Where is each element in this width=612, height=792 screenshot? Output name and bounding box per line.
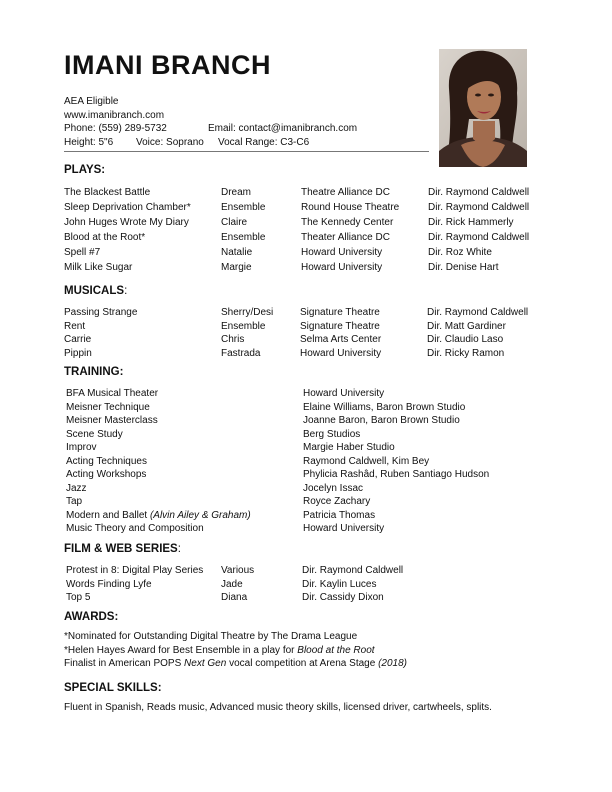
- training-teacher: Margie Haber Studio: [303, 442, 395, 453]
- training-teacher: Royce Zachary: [303, 496, 371, 507]
- musicals-heading-colon: :: [124, 285, 128, 297]
- director-name: Dir. Matt Gardiner: [427, 320, 506, 332]
- training-subject: Music Theory and Composition: [66, 523, 204, 534]
- training-teacher: Howard University: [303, 523, 385, 534]
- training-teacher: Raymond Caldwell, Kim Bey: [303, 455, 430, 467]
- show-title: Carrie: [64, 334, 92, 345]
- venue-name: Theatre Alliance DC: [301, 187, 390, 198]
- role-name: Ensemble: [221, 320, 266, 332]
- contact-block: [64, 95, 358, 149]
- training-subject: Scene Study: [66, 428, 123, 440]
- phone-number: Phone: (559) 289-5732: [64, 123, 167, 135]
- plays-heading: PLAYS:: [64, 164, 106, 176]
- role-name: Chris: [221, 334, 245, 345]
- show-title: Blood at the Root*: [64, 232, 146, 243]
- award-text: *Helen Hayes Award for Best Ensemble in a play for: [64, 644, 298, 656]
- award-text: vocal competition at Arena Stage: [226, 658, 379, 669]
- header-divider: [64, 151, 429, 152]
- headshot-photo: [439, 49, 527, 167]
- training-teacher: Joanne Baron, Baron Brown Studio: [303, 415, 460, 426]
- show-title: Sleep Deprivation Chamber*: [64, 202, 191, 213]
- role-name: Claire: [221, 217, 248, 228]
- role-name: Dream: [221, 187, 252, 198]
- skills-text: Fluent in Spanish, Reads music, Advanced music theory skills, licensed driver, cartwheels, splits.: [64, 702, 492, 713]
- awards-heading: AWARDS:: [64, 611, 119, 623]
- training-subject-detail: (Alvin Ailey & Graham): [149, 509, 251, 521]
- height-value: Height: 5"6: [64, 136, 114, 148]
- director-name: Dir. Raymond Caldwell: [302, 565, 404, 576]
- role-name: Natalie: [221, 247, 253, 258]
- training-teacher: Patricia Thomas: [303, 509, 376, 521]
- director-name: Dir. Denise Hart: [428, 262, 499, 273]
- film-heading-text: FILM & WEB SERIES: [64, 543, 178, 555]
- vocal-range: Vocal Range: C3-C6: [218, 136, 310, 148]
- training-teacher: Phylicia Rashâd, Ruben Santiago Hudson: [303, 469, 490, 480]
- director-name: Dir. Raymond Caldwell: [428, 202, 530, 213]
- skills-heading: SPECIAL SKILLS:: [64, 682, 162, 694]
- award-year: (2018): [378, 658, 407, 669]
- venue-name: The Kennedy Center: [301, 217, 394, 228]
- award-show-title: Blood at the Root: [297, 644, 375, 656]
- director-name: Dir. Cassidy Dixon: [302, 592, 384, 603]
- training-subject: Modern and Ballet (Alvin Ailey & Graham): [66, 509, 251, 521]
- venue-name: Signature Theatre: [300, 320, 380, 332]
- actor-name: IMANI BRANCH: [64, 50, 271, 80]
- venue-name: Signature Theatre: [300, 307, 380, 318]
- venue-name: Selma Arts Center: [300, 334, 382, 345]
- venue-name: Theater Alliance DC: [301, 232, 390, 243]
- training-teacher: Howard University: [303, 388, 385, 399]
- director-name: Dir. Raymond Caldwell: [428, 187, 530, 198]
- role-name: Fastrada: [221, 347, 261, 359]
- award-competition-name: Next Gen: [184, 658, 227, 669]
- training-subject: Acting Workshops: [66, 469, 147, 480]
- award-item: [64, 644, 407, 658]
- role-name: Diana: [221, 592, 248, 603]
- training-heading: TRAINING:: [64, 366, 124, 378]
- role-name: Jade: [221, 578, 243, 590]
- voice-type: Voice: Soprano: [136, 136, 204, 148]
- musicals-heading: [64, 285, 127, 297]
- venue-name: Howard University: [300, 347, 382, 359]
- director-name: Dir. Ricky Ramon: [427, 347, 505, 359]
- role-name: Sherry/Desi: [221, 307, 274, 318]
- training-teacher: Elaine Williams, Baron Brown Studio: [303, 401, 466, 413]
- training-subject: Improv: [66, 442, 97, 453]
- role-name: Various: [221, 565, 255, 576]
- training-subject: Tap: [66, 496, 83, 507]
- award-item: [64, 657, 407, 671]
- director-name: Dir. Rick Hammerly: [428, 217, 514, 228]
- director-name: Dir. Raymond Caldwell: [427, 307, 529, 318]
- show-title: Spell #7: [64, 247, 101, 258]
- show-title: Pippin: [64, 347, 92, 359]
- venue-name: Howard University: [301, 247, 383, 258]
- training-teacher: Berg Studios: [303, 428, 361, 440]
- role-name: Ensemble: [221, 232, 266, 243]
- venue-name: Round House Theatre: [301, 202, 400, 213]
- training-subject: Acting Techniques: [66, 455, 147, 467]
- award-text: Finalist in American POPS: [64, 658, 185, 669]
- award-item: *Nominated for Outstanding Digital Theatre by The Drama League: [64, 631, 358, 642]
- awards-list: [64, 630, 407, 671]
- film-heading-colon: :: [177, 543, 181, 555]
- director-name: Dir. Raymond Caldwell: [428, 232, 530, 243]
- training-subject: Meisner Technique: [66, 401, 150, 413]
- headshot-image: [439, 49, 527, 167]
- role-name: Margie: [221, 262, 252, 273]
- director-name: Dir. Roz White: [428, 247, 492, 258]
- email-address[interactable]: Email: contact@imanibranch.com: [208, 123, 358, 135]
- training-subject: Jazz: [66, 482, 87, 494]
- training-subject: BFA Musical Theater: [66, 388, 159, 399]
- show-title: Words Finding Lyfe: [66, 578, 152, 590]
- show-title: Protest in 8: Digital Play Series: [66, 565, 204, 576]
- training-subject: Meisner Masterclass: [66, 415, 158, 426]
- show-title: The Blackest Battle: [64, 187, 151, 198]
- website-link[interactable]: www.imanibranch.com: [64, 109, 165, 121]
- film-heading: [64, 543, 181, 555]
- musicals-heading-text: MUSICALS: [64, 285, 125, 297]
- show-title: John Huges Wrote My Diary: [64, 217, 189, 228]
- director-name: Dir. Kaylin Luces: [302, 578, 377, 590]
- show-title: Rent: [64, 320, 86, 332]
- role-name: Ensemble: [221, 202, 266, 213]
- show-title: Top 5: [66, 592, 91, 603]
- training-teacher: Jocelyn Issac: [303, 482, 364, 494]
- venue-name: Howard University: [301, 262, 383, 273]
- show-title: Passing Strange: [64, 307, 138, 318]
- director-name: Dir. Claudio Laso: [427, 334, 504, 345]
- show-title: Milk Like Sugar: [64, 262, 133, 273]
- union-status: AEA Eligible: [64, 96, 119, 107]
